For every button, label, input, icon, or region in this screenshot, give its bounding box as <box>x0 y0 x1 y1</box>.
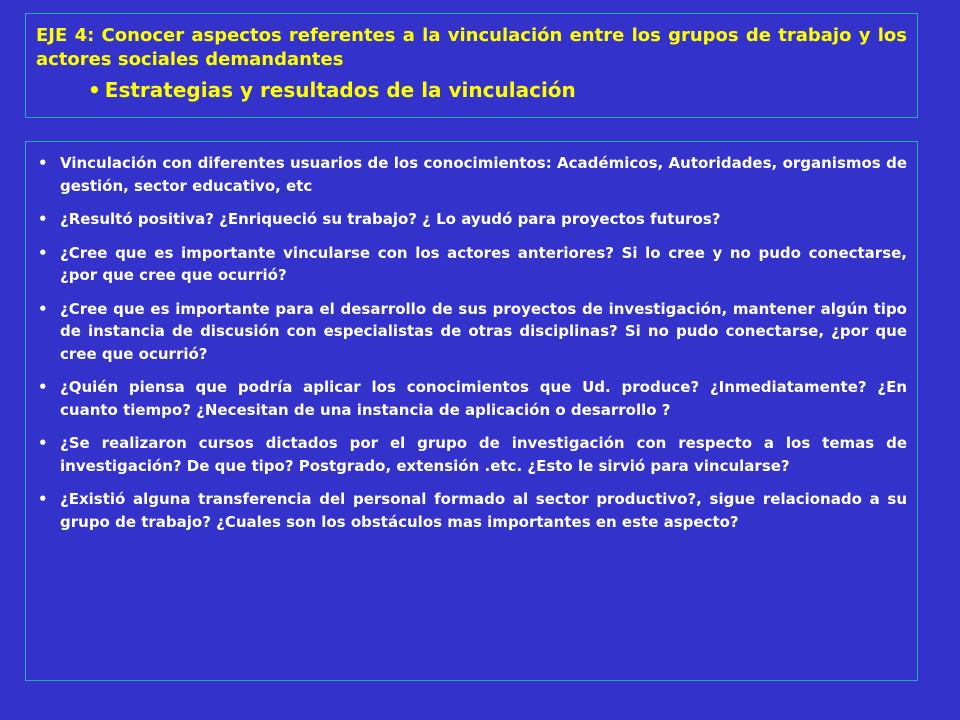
list-item-text: ¿Quién piensa que podría aplicar los conocimientos que Ud. produce? ¿Inmediatamente? ¿En cuanto tiempo? ¿Necesitan de una instancia de aplicación o desarrollo ? <box>60 378 907 419</box>
slide-subtitle <box>88 76 907 104</box>
list-item <box>36 432 907 477</box>
bullet-icon: • <box>38 299 48 318</box>
list-item <box>36 242 907 287</box>
list-item-text: ¿Cree que es importante para el desarrollo de sus proyectos de investigación, mantener algún tipo de instancia de discusión con especialistas de otras disciplinas? Si no pudo conectarse, ¿por que cree que ocurrió? <box>60 299 907 363</box>
content-box <box>25 141 918 681</box>
list-item <box>36 376 907 421</box>
bullet-icon: • <box>38 434 48 452</box>
bullet-icon: • <box>38 243 48 262</box>
list-item-text: ¿Se realizaron cursos dictados por el grupo de investigación con respecto a los temas de investigación? De que tipo? Postgrado, extensión .etc. ¿Esto le sirvió para vincularse? <box>60 434 907 475</box>
list-item-text: Vinculación con diferentes usuarios de los conocimientos: Académicos, Autoridades, organismos de gestión, sector educativo, etc <box>60 154 907 195</box>
list-item <box>36 488 907 533</box>
bullet-icon: • <box>38 154 48 172</box>
header-box <box>25 13 918 118</box>
list-item <box>36 208 907 231</box>
list-item <box>36 298 907 366</box>
bullet-icon: • <box>38 210 48 228</box>
bullet-icon: • <box>38 378 48 396</box>
list-item-text: ¿Resultó positiva? ¿Enriqueció su trabajo? ¿ Lo ayudó para proyectos futuros? <box>60 210 721 228</box>
bullet-icon: • <box>38 490 48 508</box>
list-item-text: ¿Existió alguna transferencia del personal formado al sector productivo?, sigue relacionado a su grupo de trabajo? ¿Cuales son los obstáculos mas importantes en este aspecto? <box>60 490 907 531</box>
subtitle-bullet: • <box>88 78 101 102</box>
list-item <box>36 152 907 197</box>
subtitle-text: Estrategias y resultados de la vinculación <box>104 78 576 102</box>
slide-title: EJE 4: Conocer aspectos referentes a la vinculación entre los grupos de trabajo y los actores sociales demandantes <box>36 25 907 70</box>
list-item-text: ¿Cree que es importante vincularse con los actores anteriores? Si lo cree y no pudo conectarse, ¿por que cree que ocurrió? <box>60 243 907 284</box>
question-list <box>36 152 907 533</box>
